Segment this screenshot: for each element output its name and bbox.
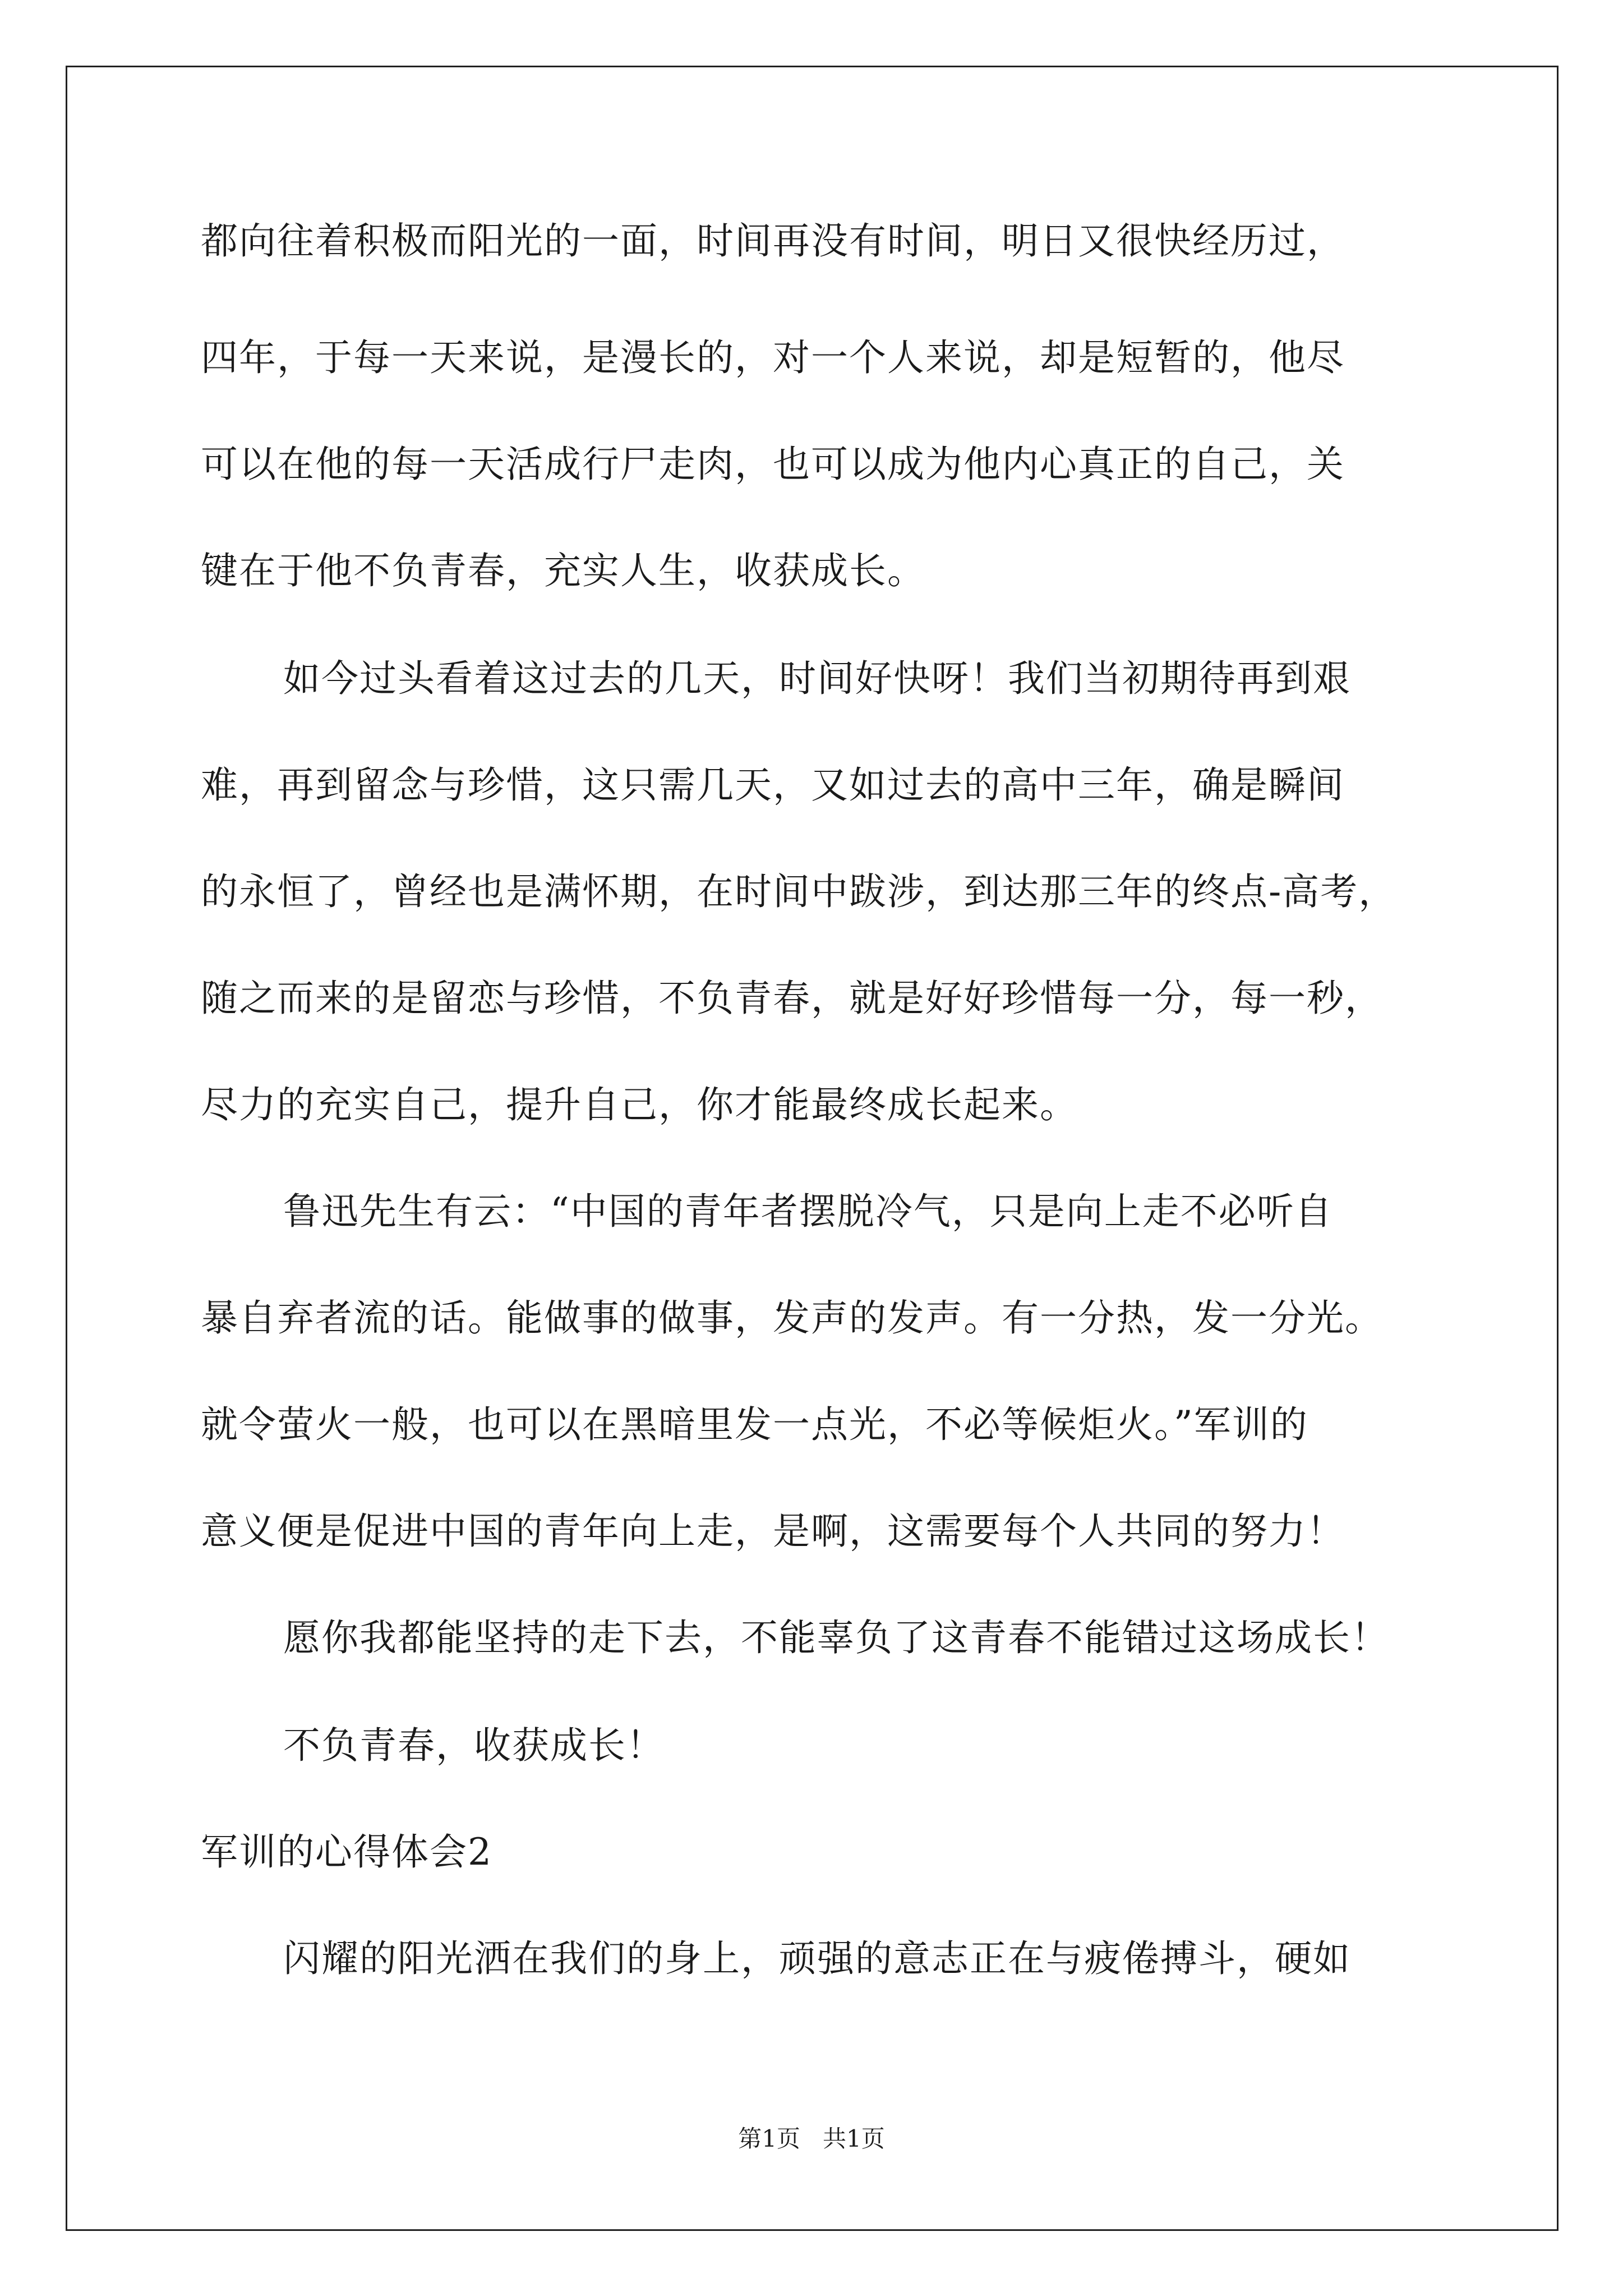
text-line: 意义便是促进中国的青年向上走，是啊，这需要每个人共同的努力！ (201, 1510, 1345, 1553)
text-line: 如今过头看着这过去的几天，时间好快呀！我们当初期待再到艰 (283, 657, 1351, 700)
text-line: 键在于他不负青春，充实人生，收获成长。 (201, 549, 925, 592)
text-line: 愿你我都能坚持的走下去，不能辜负了这青春不能错过这场成长！ (283, 1616, 1389, 1659)
text-line: 可以在他的每一天活成行尸走肉，也可以成为他内心真正的自己，关 (201, 443, 1345, 486)
text-line: 尽力的充实自己，提升自己，你才能最终成长起来。 (201, 1083, 1078, 1126)
text-line: 随之而来的是留恋与珍惜，不负青春，就是好好珍惜每一分，每一秒， (201, 977, 1383, 1020)
text-line: 暴自弃者流的话。能做事的做事，发声的发声。有一分热，发一分光。 (201, 1296, 1383, 1340)
text-line: 闪耀的阳光洒在我们的身上，顽强的意志正在与疲倦搏斗，硬如 (283, 1937, 1351, 1980)
page-footer: 第1页 共1页 (738, 2125, 885, 2152)
text-line: 都向往着积极而阳光的一面，时间再没有时间，明日又很快经历过， (201, 219, 1345, 263)
text-line: 难，再到留念与珍惜，这只需几天，又如过去的高中三年，确是瞬间 (201, 763, 1345, 807)
text-line: 四年，于每一天来说，是漫长的，对一个人来说，却是短暂的，他尽 (201, 336, 1345, 379)
section-heading: 军训的心得体会2 (201, 1830, 492, 1874)
text-line: 的永恒了，曾经也是满怀期，在时间中跋涉，到达那三年的终点-高考， (201, 870, 1397, 913)
text-line: 不负青春，收获成长！ (283, 1724, 665, 1767)
page-border (66, 66, 1559, 2231)
text-line: 鲁迅先生有云：“中国的青年者摆脱冷气，只是向上走不必听自 (283, 1190, 1333, 1233)
text-line: 就令萤火一般，也可以在黑暗里发一点光，不必等候炬火。”军训的 (201, 1403, 1308, 1446)
